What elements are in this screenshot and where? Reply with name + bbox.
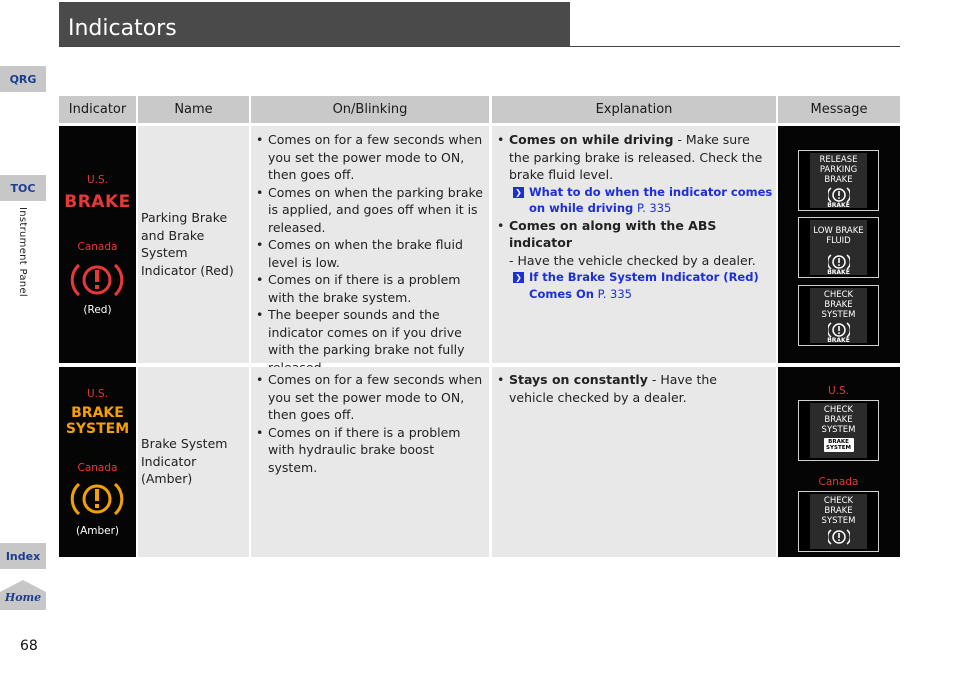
explanation-cell bbox=[492, 126, 776, 363]
list-item: • Comes on when the parking brake is applied, and goes off when it is released. bbox=[254, 184, 487, 237]
on-blinking-list bbox=[254, 131, 487, 376]
canada-label: Canada bbox=[77, 241, 118, 253]
message-check-brake-system: CHECK BRAKE SYSTEM BRAKE bbox=[798, 285, 879, 346]
home-icon bbox=[0, 580, 46, 610]
list-item: • Comes on if there is a problem with the brake system. bbox=[254, 271, 487, 306]
indicator-name: Parking Brake and Brake System Indicator (Red) bbox=[141, 210, 234, 278]
us-label: U.S. bbox=[86, 174, 109, 186]
title-rule bbox=[59, 46, 900, 47]
name-cell bbox=[138, 126, 249, 363]
explanation-cell bbox=[492, 367, 776, 557]
color-note: (Amber) bbox=[75, 525, 120, 537]
home-button[interactable] bbox=[0, 580, 46, 610]
explanation-item: • Comes on along with the ABS indicator bbox=[495, 217, 773, 252]
arrow-icon: ❯ bbox=[513, 272, 524, 283]
header-message: Message bbox=[778, 96, 900, 123]
list-item: • Comes on for a few seconds when you set the power mode to ON, then goes off. bbox=[254, 131, 487, 184]
us-label: U.S. bbox=[827, 385, 850, 397]
color-note: (Red) bbox=[83, 304, 112, 316]
arrow-icon: ❯ bbox=[513, 187, 524, 198]
brake-system-badge: BRAKE SYSTEM bbox=[824, 438, 854, 452]
page-number: 68 bbox=[20, 638, 38, 654]
brake-warning-icon bbox=[69, 260, 125, 300]
cross-reference-link[interactable]: ❯ What to do when the indicator comes on while driving P. 335 bbox=[495, 184, 773, 217]
message-cell bbox=[778, 367, 900, 557]
message-check-brake-system-canada: CHECK BRAKE SYSTEM bbox=[798, 491, 879, 552]
list-item: • The beeper sounds and the indicator comes on if you drive with the parking brake not fully bbox=[254, 306, 487, 376]
brake-warning-icon bbox=[69, 479, 125, 519]
explanation-subtext: - Have the vehicle checked by a dealer. bbox=[509, 252, 756, 268]
indicator-cell-red bbox=[59, 126, 136, 363]
brake-text-indicator: BRAKE bbox=[64, 192, 131, 212]
system-text-indicator: SYSTEM bbox=[65, 421, 130, 437]
list-item: • Comes on if there is a problem with hydraulic brake boost system. bbox=[254, 424, 487, 477]
indicator-name: Brake System Indicator (Amber) bbox=[141, 436, 228, 486]
title-bar bbox=[59, 2, 570, 46]
cross-reference-link[interactable]: ❯ If the Brake System Indicator (Red) Comes On P. 335 bbox=[495, 269, 773, 302]
toc-tab[interactable]: TOC bbox=[0, 175, 46, 201]
message-low-brake-fluid: LOW BRAKE FLUID BRAKE bbox=[798, 217, 879, 278]
message-cell bbox=[778, 126, 900, 363]
message-check-brake-system-us: CHECK BRAKE SYSTEM BRAKE SYSTEM bbox=[798, 400, 879, 461]
header-indicator: Indicator bbox=[59, 96, 136, 123]
on-blinking-cell bbox=[251, 126, 489, 363]
canada-label: Canada bbox=[77, 462, 118, 474]
list-item: • Comes on when the brake fluid level is low. bbox=[254, 236, 487, 271]
section-label: Instrument Panel bbox=[17, 207, 28, 297]
on-blinking-cell bbox=[251, 367, 489, 557]
index-tab[interactable]: Index bbox=[0, 543, 46, 569]
indicator-cell-amber bbox=[59, 367, 136, 557]
qrg-tab[interactable]: QRG bbox=[0, 66, 46, 92]
canada-label: Canada bbox=[818, 476, 859, 488]
brake-warning-icon bbox=[828, 528, 850, 546]
explanation-item: • Comes on while driving - Make sure the parking brake is released. Check the brake fluid level. bbox=[495, 131, 773, 184]
us-label: U.S. bbox=[86, 388, 109, 400]
on-blinking-list bbox=[254, 371, 487, 476]
header-on-blinking: On/Blinking bbox=[251, 96, 489, 123]
header-name: Name bbox=[138, 96, 249, 123]
name-cell bbox=[138, 367, 249, 557]
explanation-item: • Stays on constantly - Have the vehicle checked by a dealer. bbox=[495, 371, 765, 406]
list-item: • Comes on for a few seconds when you set the power mode to ON, then goes off. bbox=[254, 371, 487, 424]
page-title: Indicators bbox=[68, 16, 177, 41]
svg-text:Home: Home bbox=[4, 591, 42, 604]
header-explanation: Explanation bbox=[492, 96, 776, 123]
brake-text-indicator: BRAKE bbox=[71, 405, 124, 421]
message-release-parking-brake: RELEASE PARKING BRAKE BRAKE bbox=[798, 150, 879, 211]
